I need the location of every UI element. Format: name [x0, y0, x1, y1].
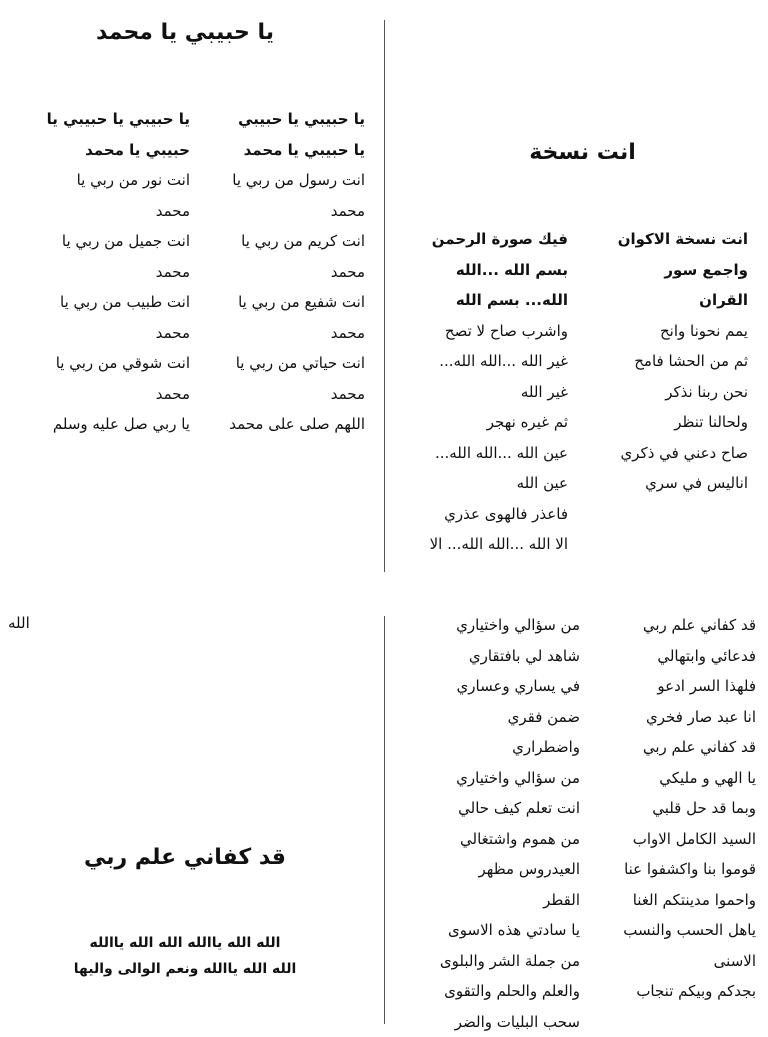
verse-line: فيك صورة الرحمن — [400, 224, 568, 255]
verse-line: من جملة الشر والبلوى — [405, 946, 580, 977]
verse-line: صاح دعني في ذكري — [580, 438, 748, 469]
verse-line: الاسنى — [580, 946, 756, 977]
verse-line: يمم نحونا وانح — [580, 316, 748, 347]
verse-line: انت نسخة الاكوان — [580, 224, 748, 255]
verse-line: العيدروس مظهر — [405, 854, 580, 885]
verse-line: السيد الكامل الاواب — [580, 824, 756, 855]
verse-line: محمد — [15, 318, 190, 349]
column-divider-top — [384, 20, 385, 572]
verse-line: سحب البليات والضر — [405, 1007, 580, 1037]
poem-title-nuskha: انت نسخة — [470, 140, 695, 165]
verse-line: بجدكم وبيكم تنجاب — [580, 976, 756, 1007]
poem-kafani-left-column — [405, 610, 580, 1037]
verse-line: يا حبيبي يا حبيبي يا — [15, 104, 190, 135]
verse-line: محمد — [195, 196, 365, 227]
verse-line: واشرب صاح لا تصح — [400, 316, 568, 347]
verse-line: قد كفاني علم ربي — [580, 732, 756, 763]
verse-line: ثم من الحشا فامح — [580, 346, 748, 377]
poem-title-habibi: يا حبيبي يا محمد — [60, 20, 310, 45]
verse-line: يا حبيبي يا محمد — [195, 135, 365, 166]
verse-line: واحموا مدينتكم الغنا — [580, 885, 756, 916]
stray-word-allah: الله — [8, 614, 30, 632]
verse-line: انت جميل من ربي يا — [15, 226, 190, 257]
verse-line: عين الله ...الله الله... — [400, 438, 568, 469]
verse-line: فاعذر فالهوى عذري — [400, 499, 568, 530]
verse-line: عين الله — [400, 468, 568, 499]
verse-line: محمد — [195, 257, 365, 288]
verse-line: شاهد لي بافتقاري — [405, 641, 580, 672]
chorus-line: الله الله ياالله ونعم الوالى واليها — [40, 956, 330, 982]
verse-line: ياهل الحسب والنسب — [580, 915, 756, 946]
verse-line: القطر — [405, 885, 580, 916]
verse-line: من هموم واشتغالي — [405, 824, 580, 855]
poem-nuskha-left-column — [400, 224, 568, 560]
verse-line: الله... بسم الله — [400, 285, 568, 316]
verse-line: قد كفاني علم ربي — [580, 610, 756, 641]
verse-line: فدعائي وابتهالي — [580, 641, 756, 672]
verse-line: نحن ربنا نذكر — [580, 377, 748, 408]
verse-line: غير الله — [400, 377, 568, 408]
verse-line: في يساري وعساري — [405, 671, 580, 702]
verse-line: فلهذا السر ادعو — [580, 671, 756, 702]
verse-line: قوموا بنا واكشفوا عنا — [580, 854, 756, 885]
verse-line: محمد — [15, 379, 190, 410]
verse-line: انت نور من ربي يا — [15, 165, 190, 196]
poem-kafani-right-column — [580, 610, 756, 1007]
verse-line: محمد — [15, 196, 190, 227]
verse-line: من سؤالي واختياري — [405, 610, 580, 641]
verse-line: انت طبيب من ربي يا — [15, 287, 190, 318]
verse-line: يا الهي و مليكي — [580, 763, 756, 794]
verse-line: والعلم والحلم والتقوى — [405, 976, 580, 1007]
verse-line: ثم غيره نهجر — [400, 407, 568, 438]
verse-line: يا سادتي هذه الاسوى — [405, 915, 580, 946]
verse-line: محمد — [195, 379, 365, 410]
poem-kafani-chorus — [40, 930, 330, 982]
verse-line: اناليس في سري — [580, 468, 748, 499]
verse-line: اللهم صلى على محمد — [195, 409, 365, 440]
poem-habibi-left-column — [15, 104, 190, 440]
verse-line: انت كريم من ربي يا — [195, 226, 365, 257]
verse-line: وبما قد حل قلبي — [580, 793, 756, 824]
verse-line: من سؤالي واختياري — [405, 763, 580, 794]
poem-title-kafani: قد كفاني علم ربي — [50, 845, 320, 870]
verse-line: انا عبد صار فخري — [580, 702, 756, 733]
verse-line: واجمع سور — [580, 255, 748, 286]
verse-line: القران — [580, 285, 748, 316]
verse-line: ولحالنا تنظر — [580, 407, 748, 438]
verse-line: انت شوقي من ربي يا — [15, 348, 190, 379]
verse-line: انت رسول من ربي يا — [195, 165, 365, 196]
verse-line: يا ربي صل عليه وسلم — [15, 409, 190, 440]
verse-line: محمد — [15, 257, 190, 288]
verse-line: انت تعلم كيف حالي — [405, 793, 580, 824]
verse-line: يا حبيبي يا حبيبي — [195, 104, 365, 135]
poem-habibi-right-column — [195, 104, 365, 440]
verse-line: محمد — [195, 318, 365, 349]
verse-line: بسم الله ...الله — [400, 255, 568, 286]
verse-line: ضمن فقري — [405, 702, 580, 733]
verse-line: غير الله ...الله الله... — [400, 346, 568, 377]
verse-line: حبيبي يا محمد — [15, 135, 190, 166]
verse-line: انت شفيع من ربي يا — [195, 287, 365, 318]
verse-line: واضطراري — [405, 732, 580, 763]
verse-line: انت حياتي من ربي يا — [195, 348, 365, 379]
verse-line: الا الله ...الله الله... الا — [400, 529, 568, 560]
poem-nuskha-right-column — [580, 224, 748, 499]
column-divider-bottom — [384, 616, 385, 1024]
chorus-line: الله الله ياالله الله الله ياالله — [40, 930, 330, 956]
